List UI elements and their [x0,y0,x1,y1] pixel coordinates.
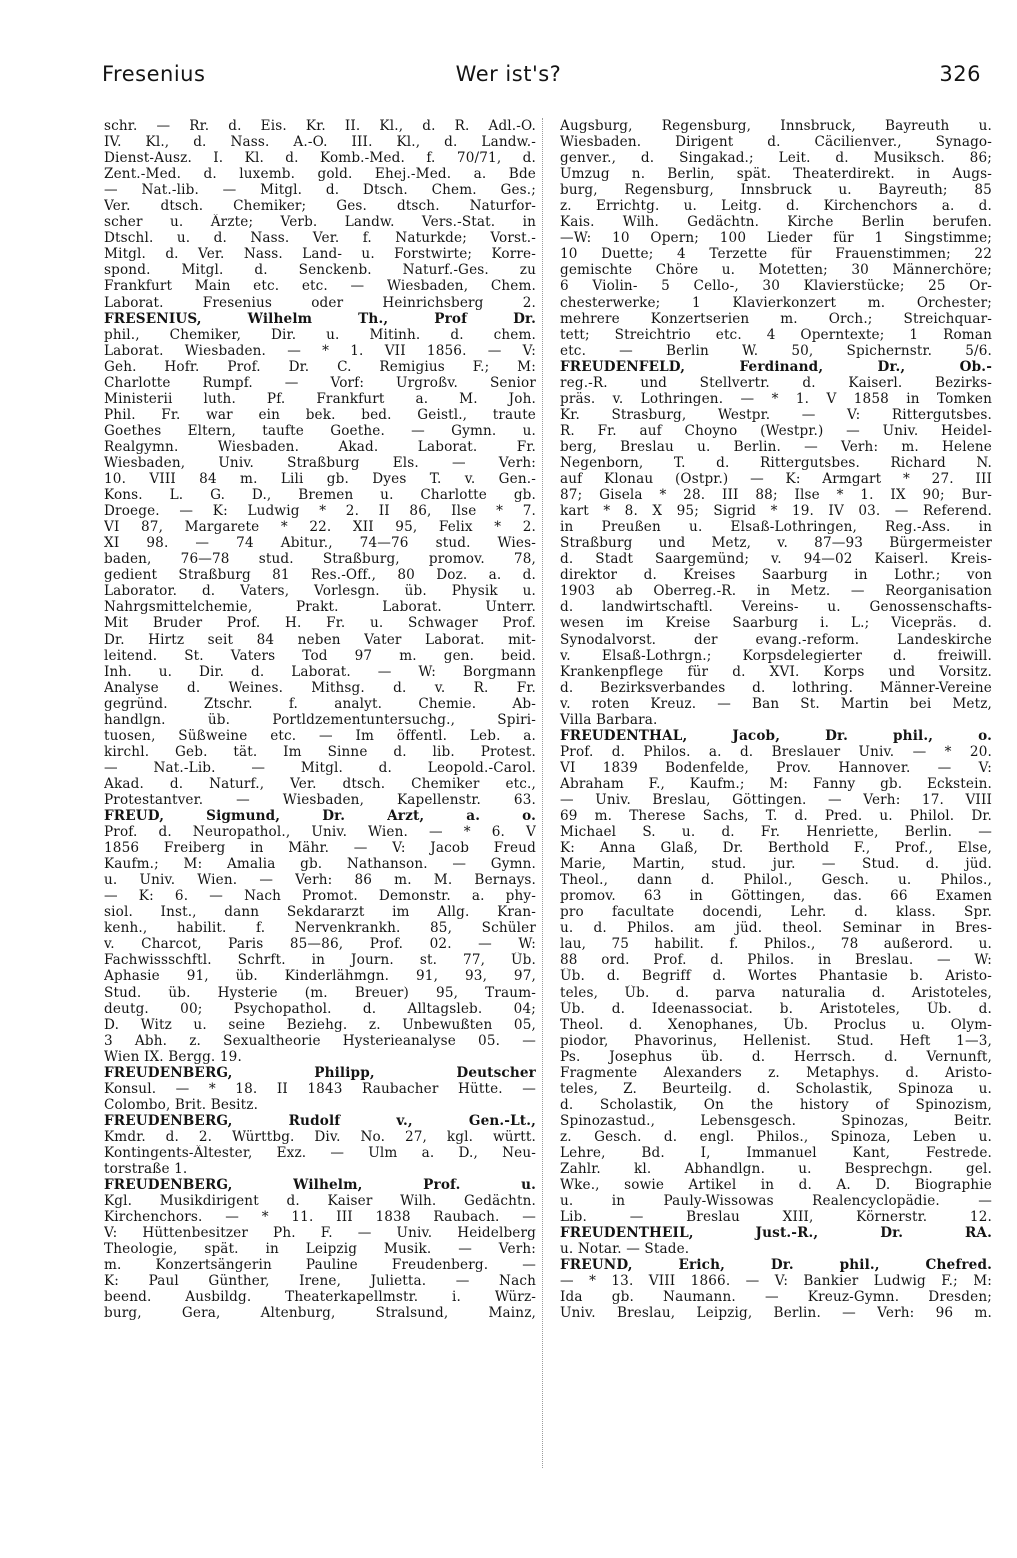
text-line: Realgymn. Wiesbaden. Akad. Laborat. Fr. [104,438,536,455]
text-line: — Nat.-lib. — Mitgl. d. Dtsch. Chem. Ges.; [104,182,536,199]
text-line: Wke., sowie Artikel in d. A. D. Biographie [560,1177,992,1194]
text-line: Goethes Eltern, taufte Goethe. — Gymn. u. [104,422,536,439]
text-line: Spinozastud., Lebensgesch. Spinozas, Beitr. [560,1112,992,1129]
text-line: Augsburg, Regensburg, Innsbruck, Bayreuth u. [560,118,992,134]
left-column [104,118,536,1322]
text-line: Krankenpflege für d. XVI. Korps und Vorsitz. [560,663,992,680]
text-line: teles, Üb. d. parva naturalia d. Aristoteles, [560,984,992,1001]
text-line: Kais. Wilh. Gedächtn. Kirche Berlin berufen. [560,214,992,231]
text-line: Dtschl. u. d. Nass. Ver. f. Naturkde; Vorst.- [104,230,536,247]
text-line: Marie, Martin, stud. jur. — Stud. d. jüd. [560,856,992,873]
text-line: 3 Abh. z. Sexualtheorie Hysterieanalyse 05. — [104,1032,536,1049]
text-line: Ps. Josephus üb. d. Herrsch. d. Vernunft, [560,1048,992,1065]
text-line: Univ. Breslau, Leipzig, Berlin. — Verh: 96 m. [560,1305,992,1322]
text-line: 10 Duette; 4 Terzette für Frauenstimmen; 22 [560,246,992,263]
text-line: Frankfurt Main etc. etc. — Wiesbaden, Chem. [104,278,536,295]
text-line: tuosen, Süßweine etc. — Im öffentl. Leb. a. [104,727,536,744]
text-line: XI 98. — 74 Abitur., 74—76 stud. Wies- [104,535,536,552]
text-line: mehrere Konzertserien m. Orch.; Streichquar- [560,310,992,327]
text-line: z. Gesch. d. engl. Philos., Spinoza, Leben u. [560,1128,992,1145]
text-line: Umzug n. Berlin, spät. Theaterdirekt. in Augs- [560,166,992,183]
text-line: 87; Gisela * 28. III 88; Ilse * 1. IX 90; Bur- [560,487,992,504]
text-line: Fachwissschftl. Schrft. in Journ. st. 77, Üb. [104,952,536,969]
text-line: pro facultate docendi, Lehr. d. klass. Spr. [560,904,992,921]
text-line: deutg. 00; Psychopathol. d. Alltagsleb. 04; [104,1000,536,1017]
text-line: d. Scholastik, On the history of Spinozism, [560,1096,992,1113]
text-line: kenh., habilit. f. Nervenkrankh. 85, Schüler [104,920,536,937]
text-line: v. Elsaß-Lothrgn.; Korpsdelegierter d. freiwill. [560,647,992,664]
text-line: piodor, Phavorinus, Hellenist. Stud. Heft 1—3, [560,1032,992,1049]
entry-headword-line: FREUDENBERG, Wilhelm, Prof. u. [104,1177,536,1194]
text-line: Phil. Fr. war ein bek. bed. Geistl., traute [104,406,536,423]
text-line: lau, 75 habilit. f. Philos., 78 außerord. u. [560,936,992,953]
text-line: 1856 Freiberg in Mähr. — V: Jacob Freud [104,840,536,857]
text-line: Laborat. Fresenius oder Heinrichsberg 2. [104,294,536,311]
text-line: spond. Mitgl. d. Senckenb. Naturf.-Ges. zu [104,262,536,279]
text-line: Zahlr. kl. Abhandlgn. u. Besprechgn. gel. [560,1161,992,1178]
text-line: Konsul. — * 18. II 1843 Raubacher Hütte. — [104,1080,536,1097]
text-line: Straßburg und Metz, v. 87—93 Bürgermeister [560,535,992,552]
text-line: Ida gb. Naumann. — Kreuz-Gymn. Dresden; [560,1289,992,1306]
text-line: R. Fr. auf Choyno (Westpr.) — Univ. Heidel- [560,422,992,439]
text-line: v. roten Kreuz. — Ban St. Martin bei Metz, [560,695,992,712]
text-line: gegründ. Ztschr. f. analyt. Chemie. Ab- [104,695,536,712]
entry-headword-line: FREUD, Sigmund, Dr. Arzt, a. o. [104,808,536,825]
text-line: — K: 6. — Nach Promot. Demonstr. a. phy- [104,888,536,905]
text-line: d. landwirtschaftl. Vereins- u. Genossenschafts- [560,599,992,616]
text-line: d. Stadt Saargemünd; v. 94—02 Kaiserl. Kreis- [560,551,992,568]
text-line: Laborator. d. Vaters, Vorlesgn. üb. Physik u. [104,583,536,600]
column-divider [542,118,543,1468]
text-line: Üb. d. Ideenassociat. b. Aristoteles, Üb. d. [560,1000,992,1017]
text-line: Theol., dann d. Philol., Gesch. u. Philos., [560,872,992,889]
text-line: Villa Barbara. [560,711,658,728]
text-line: u. d. Philos. am jüd. theol. Seminar in Bres- [560,920,992,937]
text-line: kart * 8. X 95; Sigrid * 19. IV 03. — Referend. [560,503,992,520]
text-line: Mitgl. d. Ver. Nass. Land- u. Forstwirte; Korre- [104,246,536,263]
text-line: z. Errichtg. u. Leitg. d. Kirchenchors a. d. [560,198,992,215]
text-line: u. Notar. — Stade. [560,1241,690,1258]
text-line: Lib. — Breslau XIII, Körnerstr. 12. [560,1209,992,1226]
text-line: Ministerii luth. Pf. Frankfurt a. M. Joh. [104,390,536,407]
text-line: Charlotte Rumpf. — Vorf: Urgroßv. Senior [104,374,536,391]
text-line: 88 ord. Prof. d. Philos. in Breslau. — W: [560,952,992,969]
text-line: Wiesbaden. Dirigent d. Cäcilienver., Synago- [560,134,992,151]
text-line: scher u. Ärzte; Verb. Landw. Vers.-Stat. in [104,214,536,231]
text-line: Michael S. u. d. Fr. Henriette, Berlin. — [560,824,992,841]
text-line: IV. Kl., d. Nass. A.-O. III. Kl., d. Landw.- [104,134,536,151]
text-line: berg, Breslau u. Berlin. — Verh: m. Helene [560,438,992,455]
entry-headword-line: FREUDENTHAL, Jacob, Dr. phil., o. [560,727,992,744]
text-line: 10. VIII 84 m. Lili gb. Dyes T. v. Gen.- [104,471,536,488]
text-line: 69 m. Therese Sachs, T. d. Pred. u. Philol. Dr. [560,808,992,825]
text-line: Protestantver. — Wiesbaden, Kapellenstr. 63. [104,791,536,808]
text-line: promov. 63 in Göttingen, das. 66 Examen [560,888,992,905]
text-line: Zent.-Med. d. luxemb. gold. Ehej.-Med. a. Bde [104,166,536,183]
text-line: Prof. d. Philos. a. d. Breslauer Univ. — * 20. [560,743,992,760]
text-line: Dr. Hirtz seit 84 neben Vater Laborat. mit- [104,631,536,648]
text-line: 1903 ab Oberreg.-R. in Metz. — Reorganisation [560,583,992,600]
right-column [560,118,992,1322]
text-line: Kaufm.; M: Amalia gb. Nathanson. — Gymn. [104,856,536,873]
text-line: auf Klonau (Ostpr.) — K: Armgart * 27. III [560,471,992,488]
text-line: Kr. Strasburg, Westpr. — V: Rittergutsbes. [560,406,992,423]
text-line: K: Paul Günther, Irene, Julietta. — Nach [104,1273,536,1290]
text-line: kirchl. Geb. tät. Im Sinne d. lib. Protest. [104,743,536,760]
text-line: VI 1839 Bodenfelde, Prov. Hannover. — V: [560,759,992,776]
text-line: u. Univ. Wien. — Verh: 86 m. M. Bernays. [104,872,536,889]
text-line: etc. — Berlin W. 50, Spichernstr. 5/6. [560,342,992,359]
text-line: Wien IX. Bergg. 19. [104,1048,242,1065]
entry-headword-line: FREUND, Erich, Dr. phil., Chefred. [560,1257,992,1274]
text-line: Theol. d. Xenophanes, Üb. Proclus u. Olym- [560,1016,992,1033]
text-line: präs. v. Lothringen. — * 1. V 1858 in Tomken [560,390,992,407]
text-line: Prof. d. Neuropathol., Univ. Wien. — * 6. V [104,824,536,841]
text-line: phil., Chemiker, Dir. u. Mitinh. d. chem. [104,326,536,343]
text-line: Abraham F., Kaufm.; M: Fanny gb. Eckstein. [560,775,992,792]
text-line: Mit Bruder Prof. H. Fr. u. Schwager Prof. [104,615,536,632]
entry-headword-line: FREUDENBERG, Rudolf v., Gen.-Lt., [104,1112,536,1129]
text-line: Inh. u. Dir. d. Laborat. — W: Borgmann [104,663,536,680]
text-line: gemischte Chöre u. Motetten; 30 Männerchöre; [560,262,992,279]
text-line: torstraße 1. [104,1161,188,1178]
text-line: schr. — Rr. d. Eis. Kr. II. Kl., d. R. Adl.-O. [104,118,536,134]
entry-headword-line: FRESENIUS, Wilhelm Th., Prof Dr. [104,310,536,327]
header-book-title: Wer ist's? [455,62,562,86]
text-line: 6 Violin- 5 Cello-, 30 Klavierstücke; 25 Or- [560,278,992,295]
text-line: m. Konzertsängerin Pauline Freudenberg. — [104,1257,536,1274]
text-line: u. in Pauly-Wissowas Realencyclopädie. — [560,1193,992,1210]
text-line: Geh. Hofr. Prof. Dr. C. Remigius F.; M: [104,358,536,375]
text-line: gedient Straßburg 81 Res.-Off., 80 Doz. a. d. [104,567,536,584]
text-line: in Preußen u. Elsaß-Lothringen, Reg.-Ass. in [560,519,992,536]
text-line: teles, Z. Beurteilg. d. Scholastik, Spinoza u. [560,1080,992,1097]
text-line: V: Hüttenbesitzer Ph. F. — Univ. Heidelberg [104,1225,536,1242]
text-line: —W: 10 Opern; 100 Lieder für 1 Singstimme; [560,230,992,247]
text-line: — Nat.-Lib. — Mitgl. d. Leopold.-Carol. [104,759,536,776]
text-line: Aphasie 91, üb. Kinderlähmgn. 91, 93, 97, [104,968,536,985]
text-line: d. Bezirksverbandes d. lothring. Männer-Vereine [560,679,992,696]
header-left-catchword: Fresenius [102,62,206,86]
text-line: reg.-R. und Stellvertr. d. Kaiserl. Bezirks- [560,374,992,391]
page-number: 326 [939,62,981,86]
text-line: Kontingents-Ältester, Exz. — Ulm a. D., Neu- [104,1145,536,1161]
text-line: Kgl. Musikdirigent d. Kaiser Wilh. Gedächtn. [104,1193,536,1210]
text-line: VI 87, Margarete * 22. XII 95, Felix * 2. [104,519,536,536]
text-line: Negenborn, T. d. Rittergutsbes. Richard N. [560,454,992,471]
text-line: wesen im Kreise Saarburg i. L.; Vicepräs. d. [560,615,992,632]
text-line: Lehre, Bd. I, Immanuel Kant, Festrede. [560,1145,992,1161]
text-line: handlgn. üb. Portldzementuntersuchg., Spiri- [104,711,536,728]
text-line: Colombo, Brit. Besitz. [104,1096,259,1113]
text-line: Dienst-Ausz. I. Kl. d. Komb.-Med. f. 70/71, d. [104,150,536,167]
text-line: Ver. dtsch. Chemiker; Ges. dtsch. Naturfor- [104,198,536,215]
text-line: K: Anna Glaß, Dr. Berthold F., Prof., Else, [560,840,992,857]
text-line: genver., d. Singakad.; Leit. d. Musiksch. 86; [560,150,992,167]
text-line: burg, Gera, Altenburg, Stralsund, Mainz, [104,1305,536,1322]
text-line: leitend. St. Vaters Tod 97 m. gen. beid. [104,647,536,664]
entry-headword-line: FREUDENBERG, Philipp, Deutscher [104,1064,536,1081]
text-line: Kmdr. d. 2. Württbg. Div. No. 27, kgl. württ. [104,1128,536,1145]
text-line: Droege. — K: Ludwig * 2. II 86, Ilse * 7. [104,503,536,520]
text-line: Nahrgsmittelchemie, Prakt. Laborat. Unterr. [104,599,536,616]
text-line: — * 13. VIII 1866. — V: Bankier Ludwig F.; M: [560,1273,992,1290]
text-line: burg, Regensburg, Innsbruck u. Bayreuth; 85 [560,182,992,199]
text-line: direktor d. Kreises Saarburg in Lothr.; von [560,567,992,584]
entry-headword-line: FREUDENTHEIL, Just.-R., Dr. RA. [560,1225,992,1242]
text-line: D. Witz u. seine Beziehg. z. Unbewußten 05, [104,1016,536,1033]
running-header [0,62,1017,92]
text-line: beend. Ausbildg. Theaterkapellmstr. i. Würz- [104,1289,536,1306]
text-line: Laborat. Wiesbaden. — * 1. VII 1856. — V: [104,342,536,359]
text-line: Synodalvorst. der evang.-reform. Landeskirche [560,631,992,648]
text-line: siol. Inst., dann Sekdararzt im Allg. Kran- [104,904,536,921]
text-line: Üb. d. Begriff d. Wortes Phantasie b. Aristo- [560,968,992,985]
text-line: Wiesbaden, Univ. Straßburg Els. — Verh: [104,454,536,471]
text-line: Akad. d. Naturf., Ver. dtsch. Chemiker etc., [104,775,536,792]
text-line: Fragmente Alexanders z. Metaphys. d. Aristo- [560,1064,992,1081]
text-line: Kirchenchors. — * 11. III 1838 Raubach. — [104,1209,536,1226]
text-line: tett; Streichtrio etc. 4 Operntexte; 1 Roman [560,326,992,343]
text-line: Stud. üb. Hysterie (m. Breuer) 95, Traum- [104,984,536,1001]
entry-headword-line: FREUDENFELD, Ferdinand, Dr., Ob.- [560,358,992,375]
text-line: Theologie, spät. in Leipzig Musik. — Verh: [104,1241,536,1258]
text-line: Analyse d. Weines. Mithsg. d. v. R. Fr. [104,679,536,696]
text-line: chesterwerke; 1 Klavierkonzert m. Orchester; [560,294,992,311]
text-line: — Univ. Breslau, Göttingen. — Verh: 17. VIII [560,791,992,808]
text-line: baden, 76—78 stud. Straßburg, promov. 78, [104,551,536,568]
text-line: v. Charcot, Paris 85—86, Prof. 02. — W: [104,936,536,953]
text-line: Kons. L. G. D., Bremen u. Charlotte gb. [104,487,536,504]
